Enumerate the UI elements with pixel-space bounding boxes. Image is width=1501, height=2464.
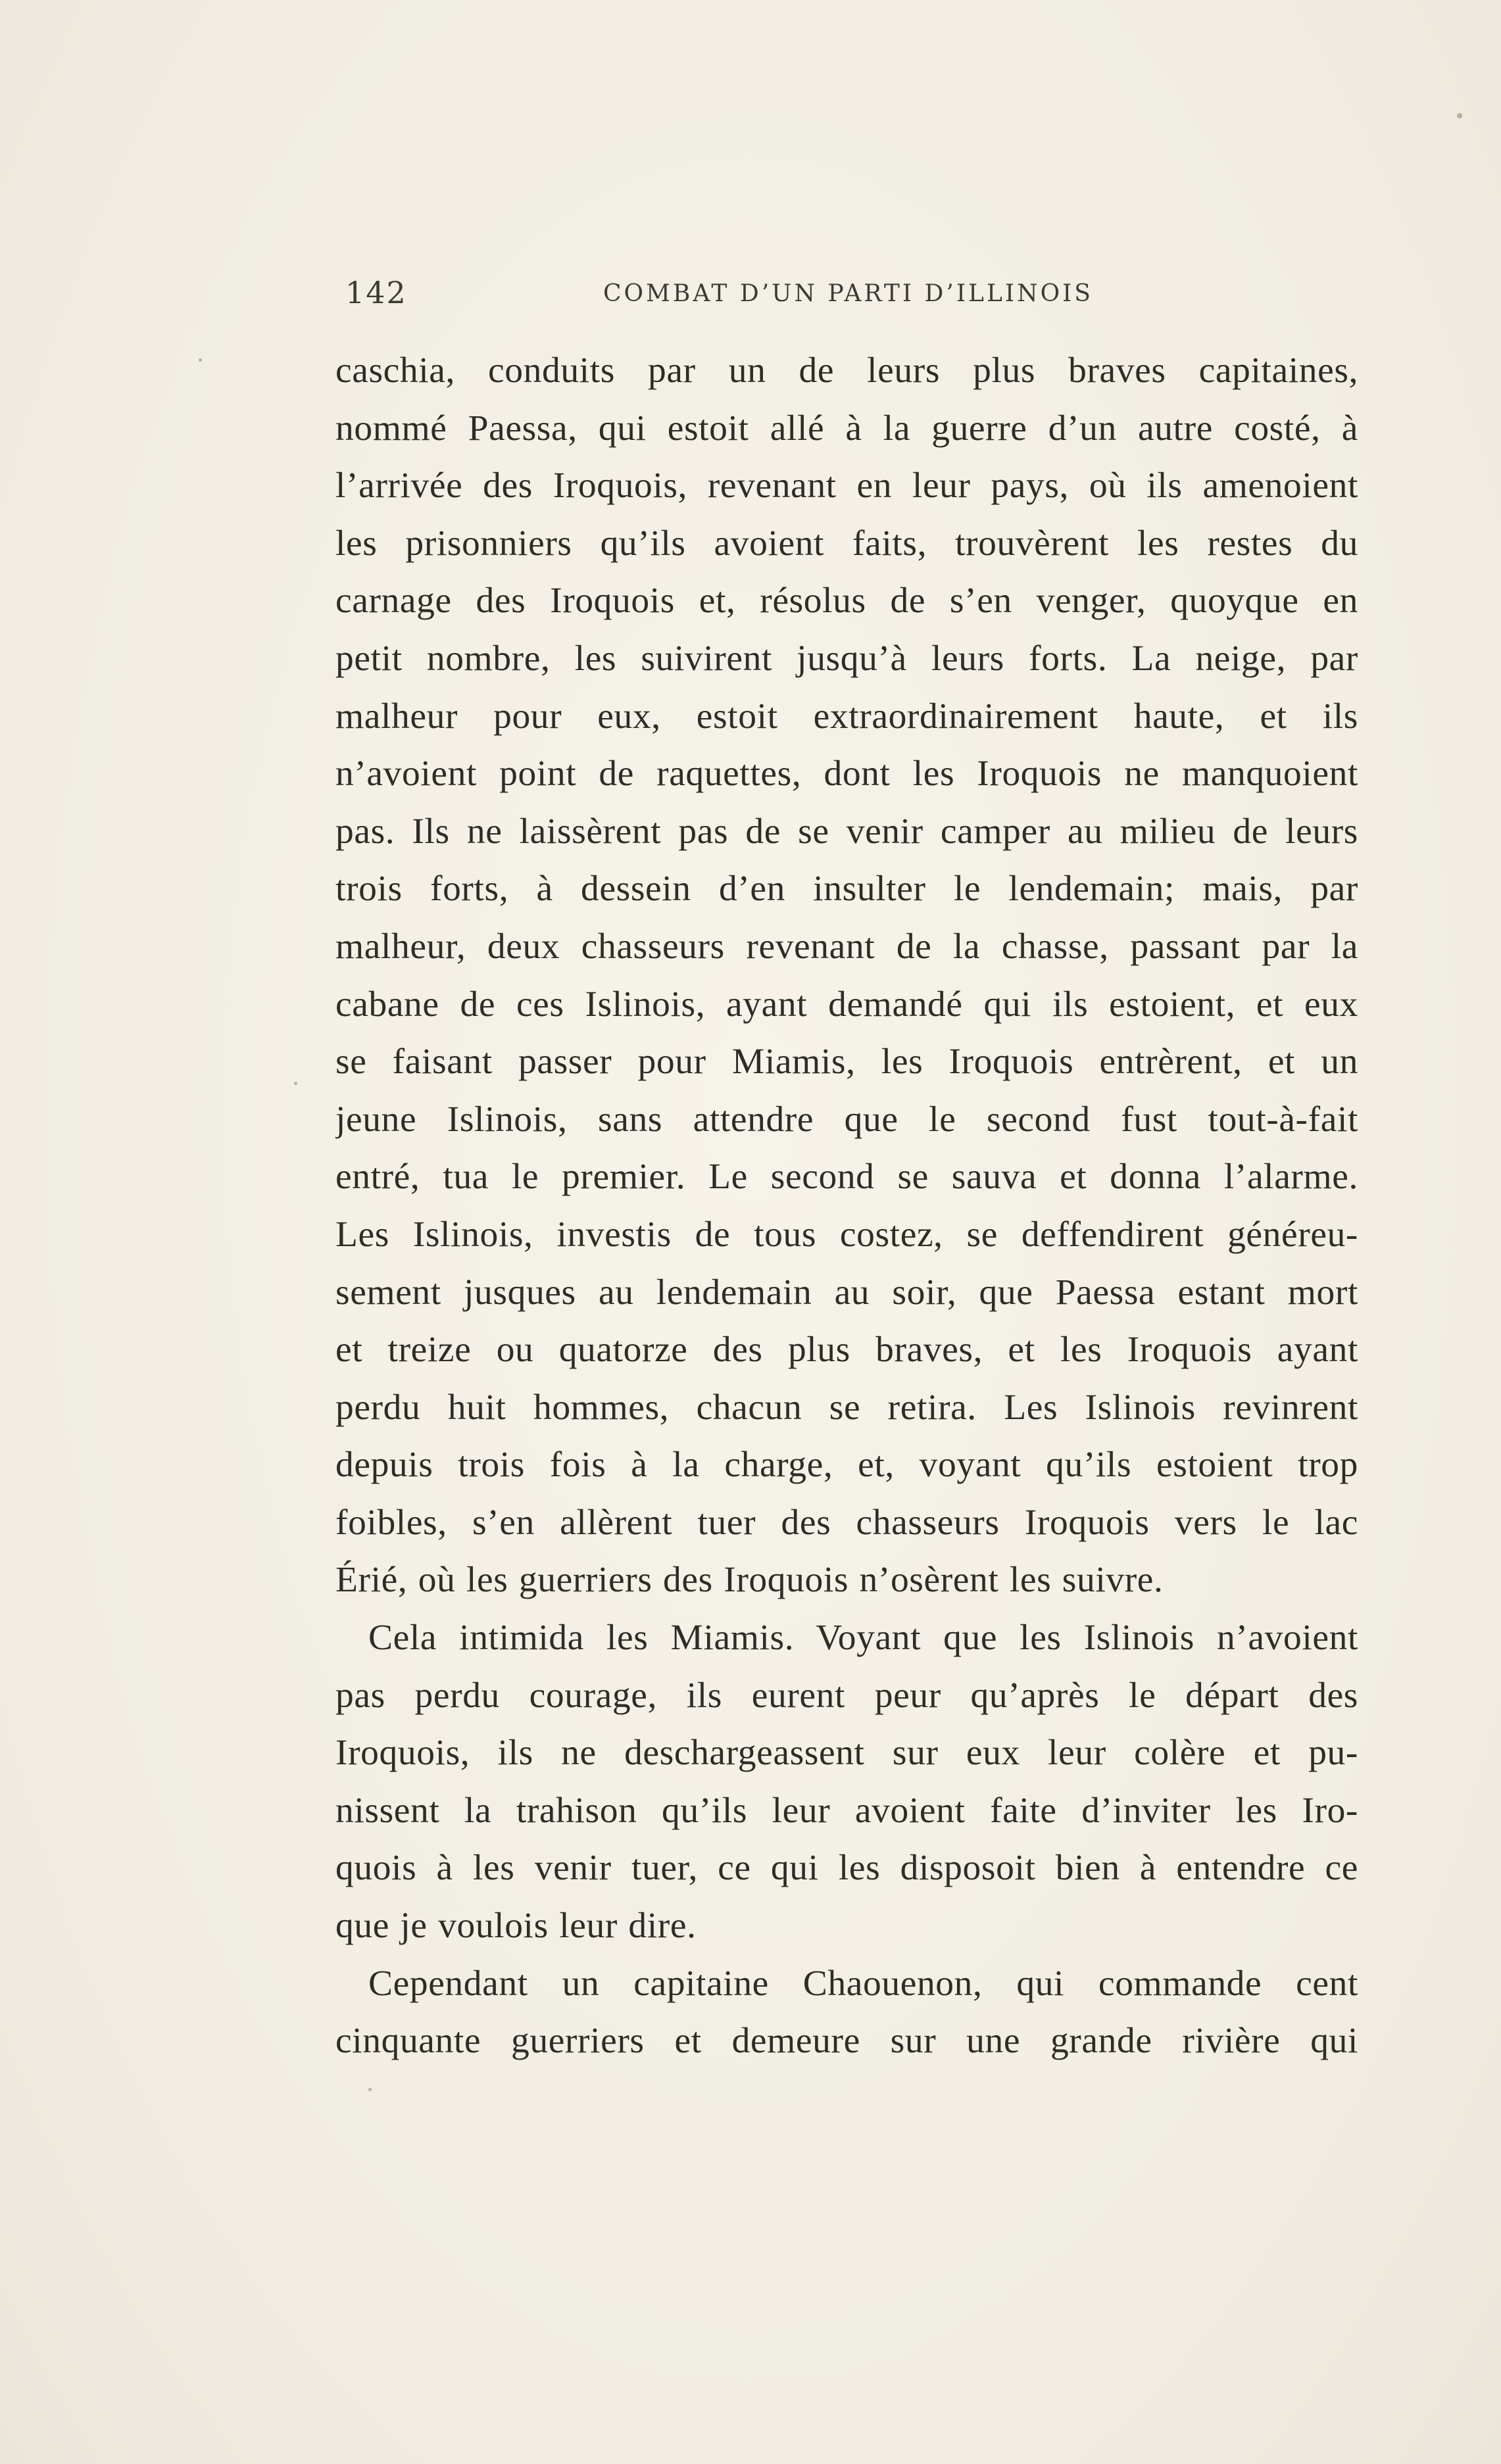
text-line: nommé Paessa, qui estoit allé à la guerre d’un autre costé, à bbox=[335, 408, 1358, 448]
text-line: malheur, deux chasseurs revenant de la chasse, passant par la bbox=[335, 926, 1358, 967]
body-text bbox=[335, 342, 1358, 2070]
text-line: pas. Ils ne laissèrent pas de se venir camper au milieu de leurs bbox=[335, 811, 1358, 852]
paragraph-3 bbox=[335, 1955, 1358, 2070]
paper-speck bbox=[199, 358, 202, 362]
text-line: trois forts, à dessein d’en insulter le lendemain; mais, par bbox=[335, 869, 1358, 909]
text-line: cabane de ces Islinois, ayant demandé qui ils estoient, et eux bbox=[335, 984, 1358, 1025]
text-line: l’arrivée des Iroquois, revenant en leur pays, où ils amenoient bbox=[335, 466, 1358, 506]
paper-speck bbox=[1457, 113, 1462, 118]
text-line: depuis trois fois à la charge, et, voyant qu’ils estoient trop bbox=[335, 1445, 1358, 1486]
text-line: perdu huit hommes, chacun se retira. Les Islinois revinrent bbox=[335, 1387, 1358, 1428]
page-number: 142 bbox=[345, 275, 407, 310]
paragraph-1 bbox=[335, 342, 1358, 1609]
text-line: pas perdu courage, ils eurent peur qu’après le départ des bbox=[335, 1675, 1358, 1716]
text-line: Iroquois, ils ne deschargeassent sur eux leur colère et pu- bbox=[335, 1733, 1358, 1774]
text-line: et treize ou quatorze des plus braves, et les Iroquois ayant bbox=[335, 1330, 1358, 1370]
text-line: foibles, s’en allèrent tuer des chasseurs Iroquois vers le lac bbox=[335, 1502, 1358, 1543]
text-line: nissent la trahison qu’ils leur avoient faite d’inviter les Iro- bbox=[335, 1790, 1358, 1831]
text-line: que je voulois leur dire. bbox=[335, 1906, 697, 1946]
text-line: carnage des Iroquois et, résolus de s’en venger, quoyque en bbox=[335, 581, 1358, 621]
text-line: n’avoient point de raquettes, dont les Iroquois ne manquoient bbox=[335, 754, 1358, 794]
running-title: COMBAT D’UN PARTI D’ILLINOIS bbox=[603, 280, 1093, 307]
text-line: se faisant passer pour Miamis, les Iroquois entrèrent, et un bbox=[335, 1042, 1358, 1082]
text-line: sement jusques au lendemain au soir, que Paessa estant mort bbox=[335, 1272, 1358, 1313]
text-line: les prisonniers qu’ils avoient faits, trouvèrent les restes du bbox=[335, 523, 1358, 564]
text-line: malheur pour eux, estoit extraordinairement haute, et ils bbox=[335, 696, 1358, 737]
paper-speck bbox=[294, 1082, 297, 1085]
text-line: Érié, où les guerriers des Iroquois n’osèrent les suivre. bbox=[335, 1560, 1164, 1601]
text-line: caschia, conduits par un de leurs plus braves capitaines, bbox=[335, 350, 1358, 391]
paragraph-2 bbox=[335, 1609, 1358, 1955]
text-line: petit nombre, les suivirent jusqu’à leurs forts. La neige, par bbox=[335, 638, 1358, 679]
text-line: Les Islinois, investis de tous costez, se deffendirent généreu- bbox=[335, 1214, 1358, 1255]
text-line: jeune Islinois, sans attendre que le second fust tout-à-fait bbox=[335, 1099, 1358, 1140]
text-line: Cependant un capitaine Chaouenon, qui commande cent bbox=[368, 1963, 1358, 2004]
text-line: cinquante guerriers et demeure sur une grande rivière qui bbox=[335, 2021, 1358, 2062]
text-line: entré, tua le premier. Le second se sauva et donna l’alarme. bbox=[335, 1157, 1358, 1197]
paper-speck bbox=[368, 2088, 372, 2091]
text-line: Cela intimida les Miamis. Voyant que les Islinois n’avoient bbox=[368, 1618, 1358, 1658]
text-line: quois à les venir tuer, ce qui les disposoit bien à entendre ce bbox=[335, 1848, 1358, 1889]
running-head bbox=[345, 275, 1358, 314]
